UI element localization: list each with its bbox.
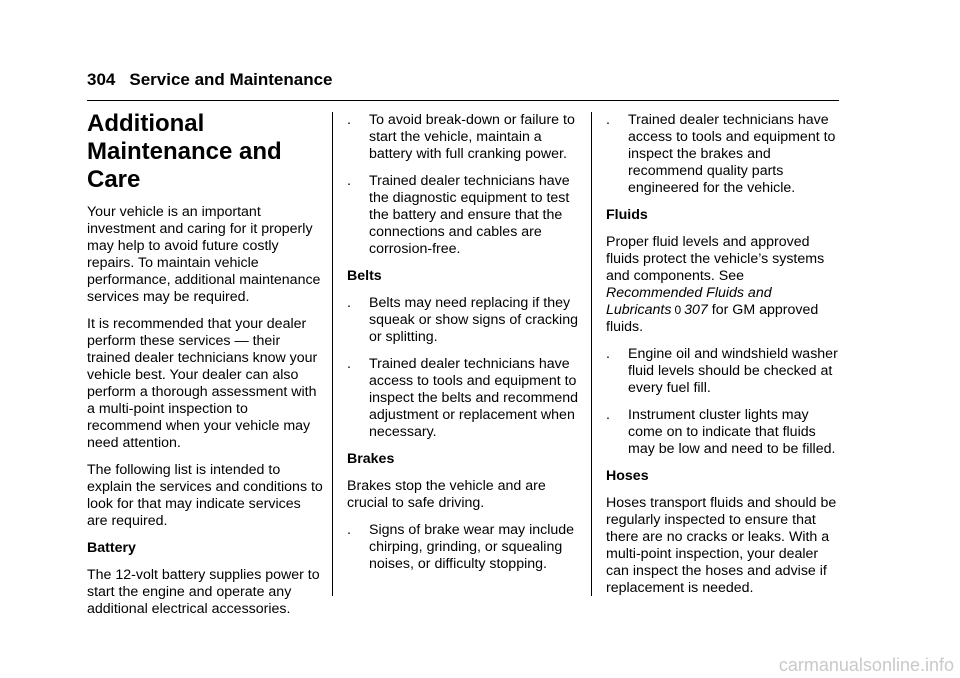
recommend-paragraph: It is recommended that your dealer perform these services — their trained dealer technicians know your vehicle best. Your dealer can also perform a thorough assessment with a multi-point inspection to recommend when your vehicle may need attention. xyxy=(87,316,318,451)
list-item: . Trained dealer technicians have access to tools and equipment to inspect the belts and recommend adjustment or replacement when necessary. xyxy=(347,356,578,440)
fluids-link[interactable]: Recommended Fluids and Lubricants xyxy=(606,285,772,318)
hoses-paragraph: Hoses transport fluids and should be regularly inspected to ensure that there are no cracks or leaks. With a multi-point inspection, your dealer can inspect the hoses and advise if replacement is needed. xyxy=(606,495,837,596)
battery-paragraph: The 12-volt battery supplies power to start the engine and operate any additional electrical accessories. xyxy=(87,567,320,617)
list-item: . Belts may need replacing if they squeak or show signs of cracking or splitting. xyxy=(347,295,578,345)
list-item: . Signs of brake wear may include chirping, grinding, or squealing noises, or difficulty stopping. xyxy=(347,522,575,572)
page-ref-arrow-icon: 0 xyxy=(674,303,682,317)
column-3 xyxy=(606,112,842,607)
list-item: . Engine oil and windshield washer fluid levels should be checked at every fuel fill. xyxy=(606,346,838,396)
header-rule xyxy=(87,100,839,101)
brakes-heading: Brakes xyxy=(347,451,395,467)
intro-paragraph: Your vehicle is an important investment and caring for it properly may help to avoid future costly repairs. To maintain vehicle performance, additional maintenance services may be required. xyxy=(87,204,321,305)
watermark-footer: carmanualsonline.info xyxy=(778,655,954,675)
fluids-paragraph: Proper fluid levels and approved fluids protect the vehicle’s systems and components. See Recommended Fluids and Lubricants 0 307 for GM approved fluids. xyxy=(606,234,825,335)
list-item: . Instrument cluster lights may come on to indicate that fluids may be low and need to be filled. xyxy=(606,407,836,457)
section-title: Service and Maintenance xyxy=(129,70,333,89)
column-1 xyxy=(87,110,323,628)
list-intro-paragraph: The following list is intended to explain the services and conditions to look for that may indicate services are required. xyxy=(87,462,323,529)
belts-heading: Belts xyxy=(347,268,382,284)
fluids-heading: Fluids xyxy=(606,207,648,223)
page-header xyxy=(87,70,333,90)
list-item: . Trained dealer technicians have the diagnostic equipment to test the battery and ensure that the connections and cables are corrosion-free. xyxy=(347,173,570,257)
list-item: . To avoid break-down or failure to start the vehicle, maintain a battery with full cranking power. xyxy=(347,112,575,162)
column-2 xyxy=(347,112,583,583)
battery-heading: Battery xyxy=(87,540,136,556)
page-ref-number[interactable]: 307 xyxy=(684,302,708,318)
list-item: . Trained dealer technicians have access to tools and equipment to inspect the brakes and recommend quality parts engineered for the vehicle. xyxy=(606,112,836,196)
brakes-paragraph: Brakes stop the vehicle and are crucial to safe driving. xyxy=(347,478,546,511)
column-divider-2 xyxy=(591,112,592,596)
hoses-heading: Hoses xyxy=(606,468,649,484)
page-number: 304 xyxy=(87,70,116,89)
main-heading: Additional Maintenance and Care xyxy=(87,110,282,193)
column-divider-1 xyxy=(332,112,333,596)
